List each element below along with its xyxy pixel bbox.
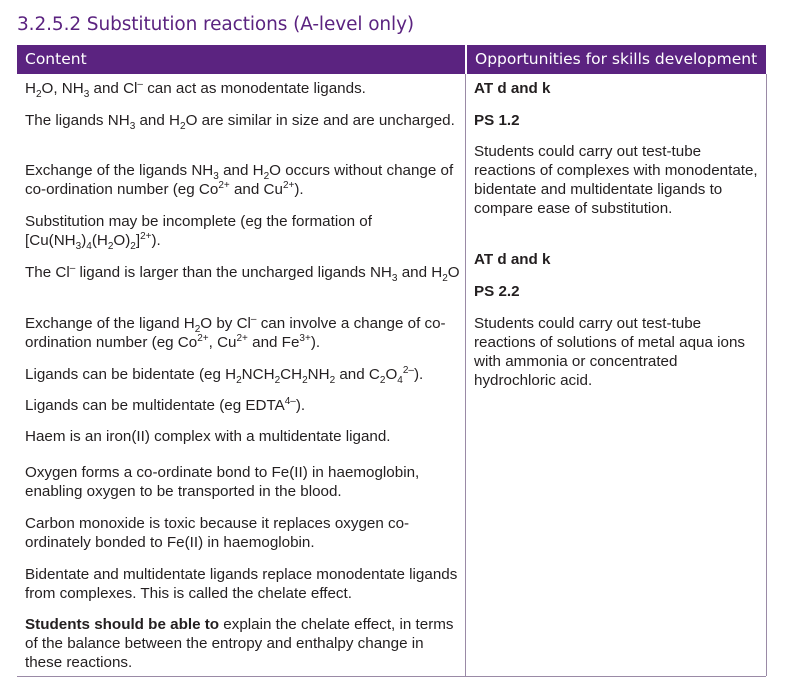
content-paragraph-oxygen: Oxygen forms a co-ordinate bond to Fe(II) in haemoglobin, enabling oxygen to be transported in the blood.: [25, 464, 420, 500]
table-right-border: [766, 74, 767, 676]
content-column-header: Content: [17, 45, 465, 74]
content-paragraph-coordination-change: Exchange of the ligand $H_2O$ by Cl– can involve a change of co-ordination number (eg $Co^{2+}$, $Cu^{2+}$ and $Fe^{3+}$).: [25, 314, 446, 351]
skills-ps-label-2: PS 2.2: [474, 283, 520, 300]
skills-activity-2: Students could carry out test-tube reactions of solutions of metal aqua ions with ammonia or concentrated hydrochloric acid.: [474, 315, 746, 389]
content-paragraph-exchange: Exchange of the ligands $NH_3$ and $H_2O$ occurs without change of co-ordination number (eg $Co^{2+}$ and $Cu^{2+}$).: [25, 162, 454, 198]
content-paragraph-chloride: The Cl– ligand is larger than the uncharged ligands $NH_3$ and $H_2O$: [25, 263, 460, 284]
content-paragraph-chelate: Bidentate and multidentate ligands replace monodentate ligands from complexes. This is called the chelate effect.: [25, 566, 458, 602]
content-paragraph-bidentate: Ligands can be bidentate (eg $H_2NCH_2CH_2NH_2$ and $C_2O_4^{2-}$).: [25, 365, 424, 386]
skills-ps-label-1: PS 1.2: [474, 112, 520, 129]
content-paragraph-multidentate: Ligands can be multidentate (eg $EDTA^{4-}$).: [25, 396, 306, 414]
content-paragraph-incomplete: Substitution may be incomplete (eg the formation of $[Cu(NH_3)_4(H_2O)_2]^{2+}$).: [25, 213, 372, 252]
column-divider: [465, 74, 466, 676]
table-bottom-border: [17, 676, 766, 677]
content-paragraph-ligands: $H_2O$, $NH_3$ and Cl– can act as monodentate ligands.: [25, 79, 366, 100]
content-paragraph-students: Students should be able to explain the chelate effect, in terms of the balance between the entropy and enthalpy change in these reactions.: [25, 616, 454, 671]
skills-at-label-1: AT d and k: [474, 80, 551, 97]
content-paragraph-carbon-monoxide: Carbon monoxide is toxic because it replaces oxygen co-ordinately bonded to Fe(II) in haemoglobin.: [25, 515, 410, 551]
section-heading: 3.2.5.2 Substitution reactions (A-level only): [17, 14, 415, 35]
skills-at-label-2: AT d and k: [474, 251, 551, 268]
content-paragraph-size: The ligands $NH_3$ and $H_2O$ are similar in size and are uncharged.: [25, 112, 455, 132]
content-paragraph-haem: Haem is an iron(II) complex with a multidentate ligand.: [25, 428, 391, 445]
skills-column-header: Opportunities for skills development: [467, 45, 766, 74]
skills-activity-1: Students could carry out test-tube reactions of complexes with monodentate, bidentate and multidentate ligands to compare ease of substitution.: [474, 143, 758, 217]
